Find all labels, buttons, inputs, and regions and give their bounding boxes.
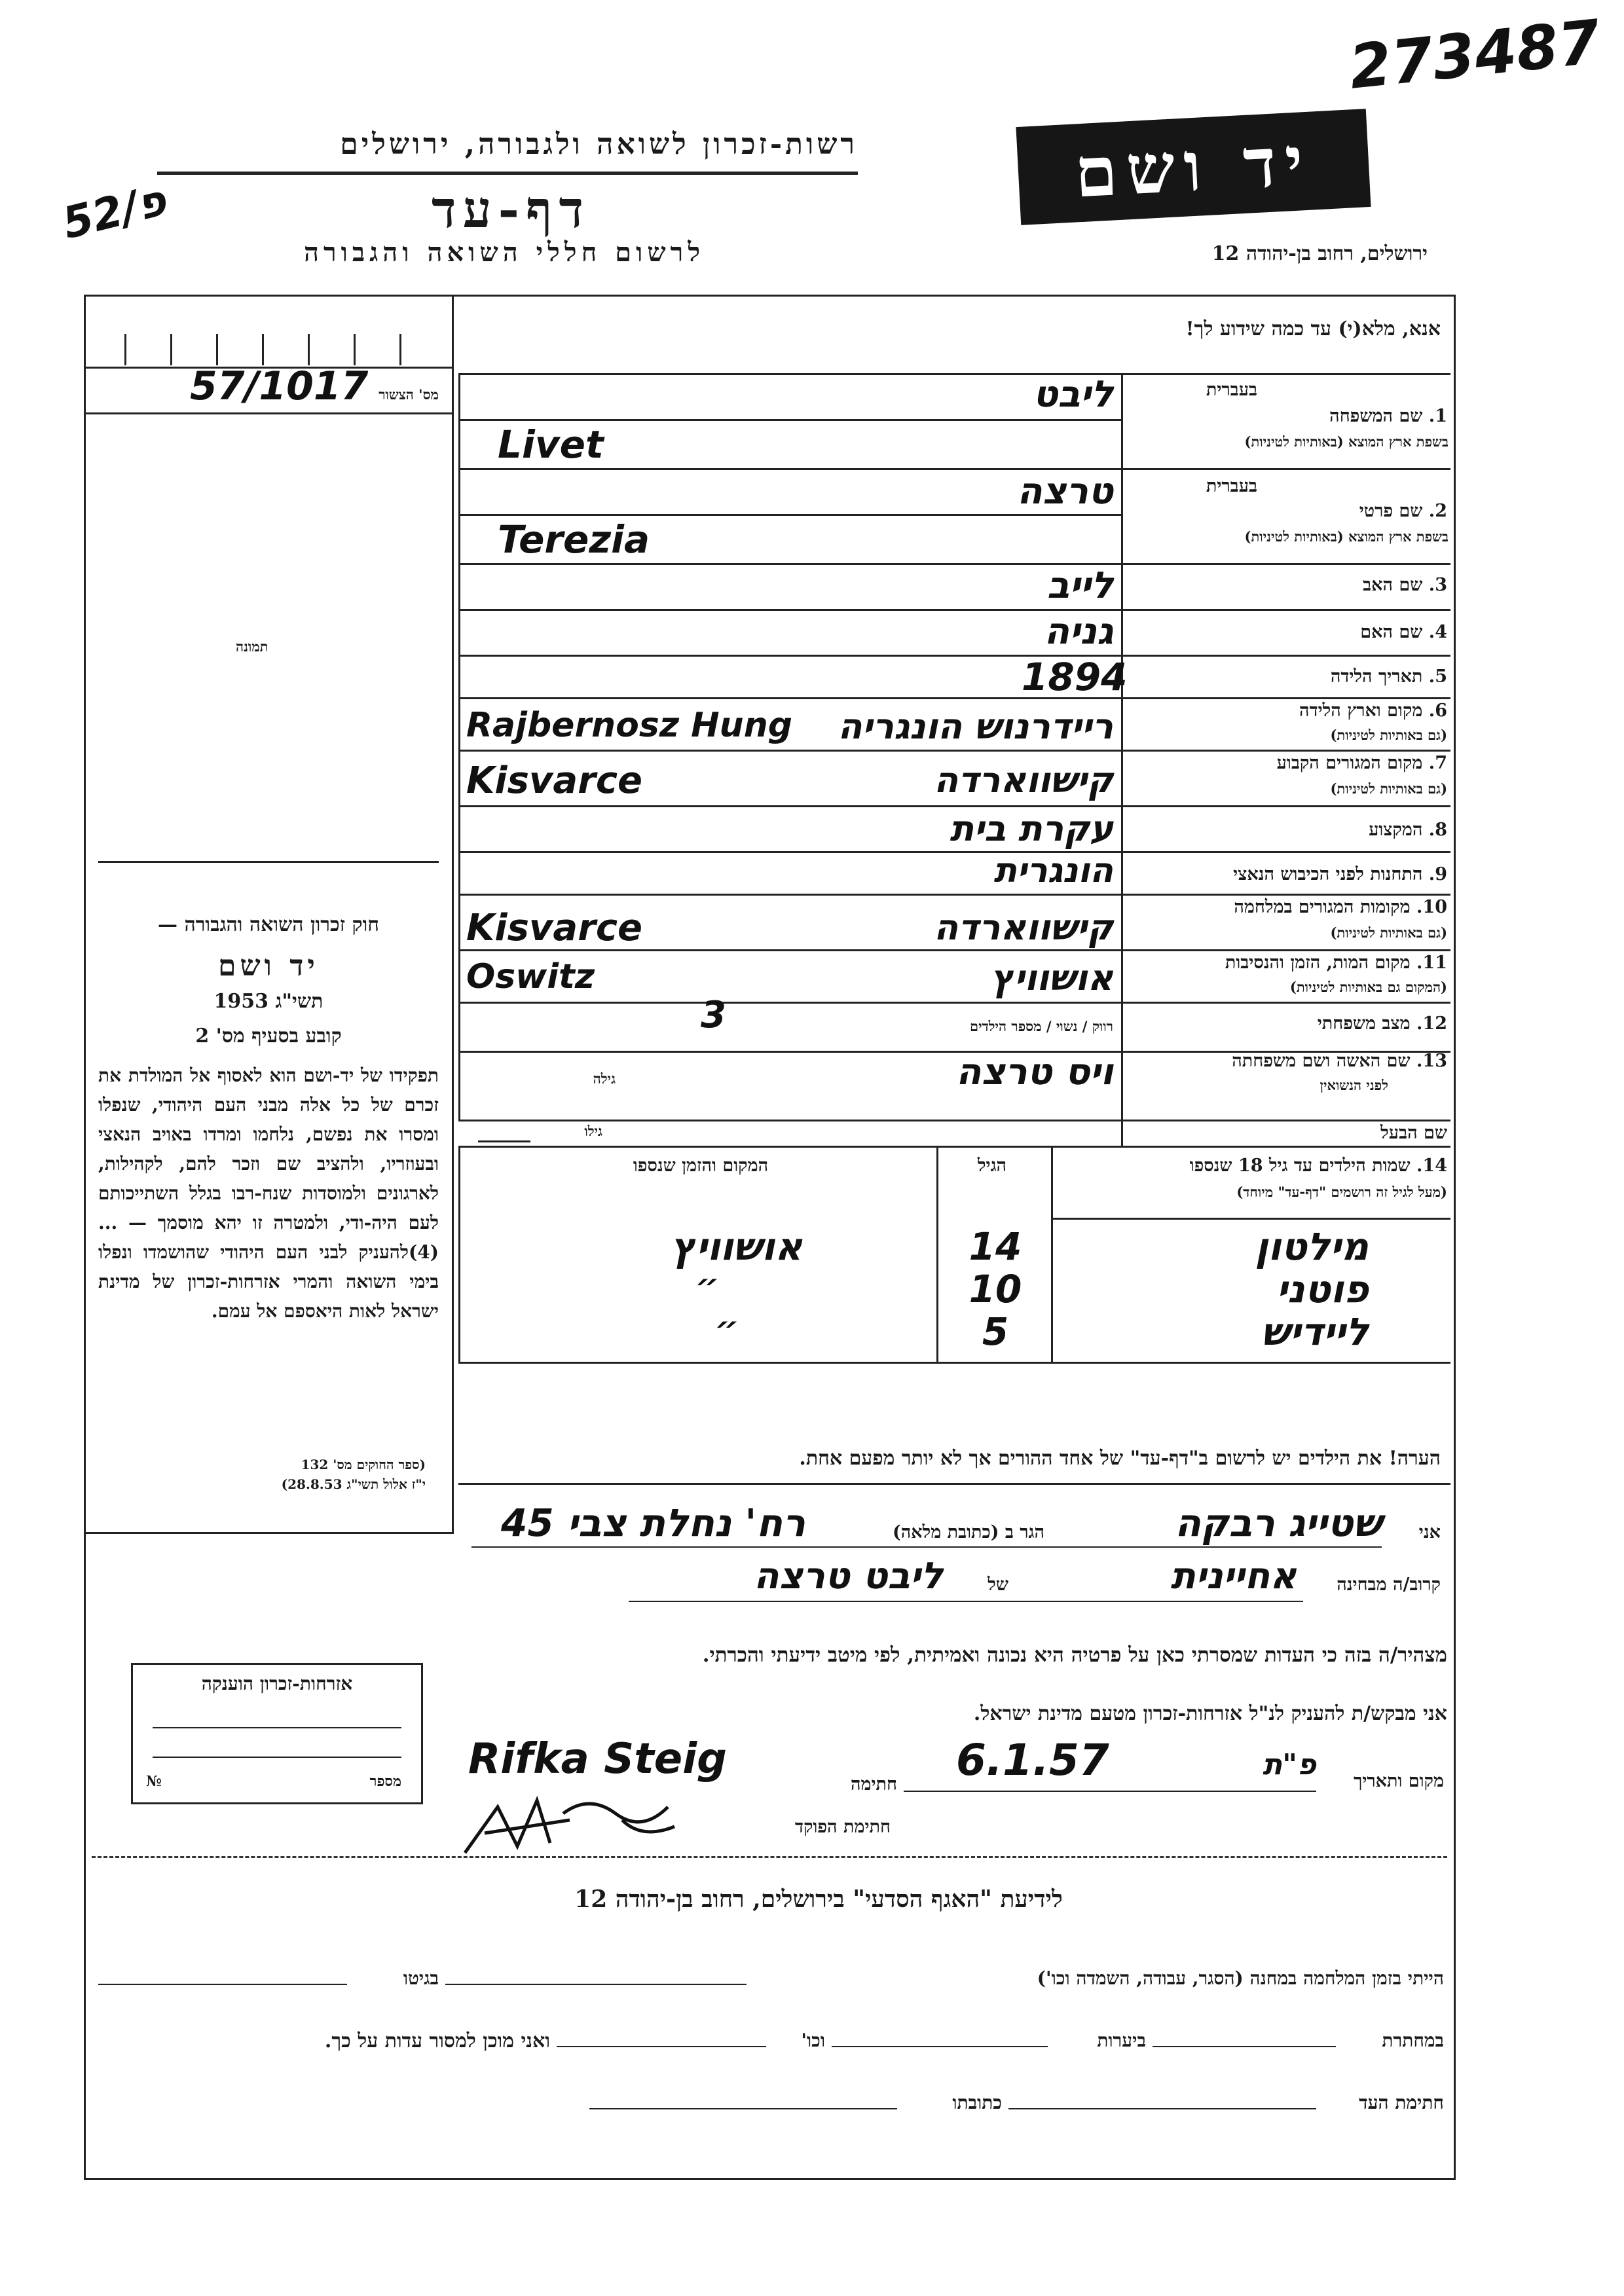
field-13-value: ויס טרצה	[955, 1051, 1113, 1093]
of-label: של	[987, 1575, 1008, 1595]
children-col-place: המקום והזמן שנספו	[633, 1156, 769, 1176]
value-column-left	[458, 373, 460, 1120]
citizenship-line	[153, 1757, 401, 1758]
citizenship-request: אני מבקש/ת להעניק לנ"ל אזרחות-זכרון מטעם מדינת ישראל.	[973, 1702, 1447, 1725]
children-col-age: הגיל	[977, 1156, 1007, 1176]
husband-age-line	[478, 1140, 530, 1142]
footer-witness-signature: חתימת העד	[1359, 2092, 1444, 2113]
footer-blank	[1153, 2046, 1336, 2047]
footer-address: כתובתו	[952, 2092, 1002, 2113]
field-tag-hebrew: בעברית	[1206, 476, 1257, 496]
relation-value: אחיינית	[1170, 1555, 1297, 1597]
form-subtitle: לרשום חללי השואה והגבורה	[303, 237, 705, 268]
field-5-label: 5. תאריך הלידה	[1330, 666, 1447, 687]
archive-number: 273487	[1346, 7, 1604, 103]
registration-ticks	[92, 334, 445, 367]
footer-blank	[445, 1984, 747, 1985]
affirmation: מצהיר/ה בזה כי העדות שמסרתי כאן על פרטיה היא נכונה ואמיתית, לפי מיטב ידיעתי והכרתי.	[702, 1643, 1447, 1667]
field-12-value: 3	[701, 994, 726, 1036]
registration-rule-2	[85, 412, 452, 414]
law-box-top-rule	[98, 861, 439, 863]
place-date-label: מקום ותאריך	[1354, 1771, 1444, 1791]
field-11-sub: (המקום גם באותיות לטיניות)	[1289, 979, 1447, 995]
law-text: תפקידו של יד-ושם הוא לאסוף אל המולדת את זכרם של כל אלה מבני העם היהודי, שנפלו ומסרו את נפשם, נלחמו ומרדו באויב הנאצי ובעוזריו, ולהציב שם וזכר להם, לקהילות, לארגונים ולמוסדות שנח-רבו בגלל השתייכותם לעם היה-ודי, ולמטרה זו יהא מוסמך — ...(4)להעניק לבני העם היהודי שהושמדו ונפלו בימי השואה והמרי אזרחות-זכרון של מדינת ישראל לאות היאספם אל עמם.	[98, 1065, 439, 1322]
signature-label: חתימה	[850, 1774, 897, 1795]
footer-title: לידיעת "האגף הסדעי" בירושלים, רחוב בן-יהודה 12	[574, 1886, 1063, 1913]
declarant-name: שטייג רבקה	[1175, 1501, 1382, 1545]
registration-number: 57/1017	[190, 363, 369, 409]
field-11-value-hebrew: אושוויץ	[991, 957, 1113, 998]
field-4-value: גניה	[1044, 610, 1113, 653]
row-rule	[458, 894, 1450, 896]
field-13-sub: לפני הנשואין	[1320, 1077, 1388, 1093]
header-rule	[157, 172, 858, 175]
yad-vashem-logo	[1016, 109, 1371, 225]
row-rule	[458, 1002, 1450, 1004]
registration-label: מס' הצשור	[378, 386, 439, 403]
row-rule	[458, 1146, 1450, 1148]
footer-ghetto: בגיטו	[403, 1967, 439, 1989]
field-11-value-latin: Oswitz	[466, 957, 595, 996]
child-1-name: מילטון	[1255, 1224, 1369, 1269]
footer-line1: הייתי בזמן המלחמה במחנה (הסגר, עבודה, השמדה וכו')	[1037, 1967, 1444, 1989]
husband-age-label: גילו	[584, 1123, 602, 1139]
field-10-value-latin: Kisvarce	[466, 907, 643, 949]
field-2-label: 2. שם פרטי	[1359, 501, 1447, 521]
footer-etc: וכו'	[801, 2030, 825, 2051]
field-6-value-latin: Rajbernosz Hung	[466, 706, 792, 745]
row-rule	[458, 949, 1450, 951]
field-10-label: 10. מקומות המגורים במלחמה	[1234, 897, 1447, 917]
declarant-rule	[471, 1546, 1382, 1548]
field-6-value-hebrew: ריידרנוש הונגריה	[838, 706, 1113, 747]
declarant-address: רח' נחלת צבי 45	[501, 1501, 805, 1545]
children-bottom-rule	[458, 1362, 1450, 1364]
field-4-label: 4. שם האם	[1360, 622, 1447, 642]
declarant-signature: Rifka Steig	[468, 1735, 727, 1783]
citizenship-box-title: אזרחות-זכרון הוענקה	[201, 1673, 353, 1694]
org-line: רשות-זכרון לשואה ולגבורה, ירושלים	[340, 128, 858, 161]
footer-forests: ביערות	[1097, 2030, 1146, 2051]
footer-separator	[92, 1856, 1447, 1858]
field-13-label: 13. שם האשה ושם משפחתה	[1232, 1051, 1447, 1071]
row-rule	[458, 514, 1121, 516]
child-2-place: ״	[695, 1267, 720, 1306]
logo-text: יד ושם	[1073, 120, 1314, 213]
row-rule	[458, 750, 1450, 752]
declaration-ani: אני	[1418, 1522, 1441, 1542]
footer-blank	[1008, 2108, 1316, 2109]
child-3-age: 5	[982, 1309, 1009, 1354]
children-col-divider	[1051, 1146, 1053, 1362]
children-left-border	[458, 1146, 460, 1362]
child-2-name: פוטני	[1276, 1267, 1369, 1311]
wife-age-label: גילה	[593, 1070, 616, 1087]
row-rule	[458, 419, 1121, 421]
child-3-name: ליידיש	[1261, 1309, 1369, 1354]
field-6-sub: (גם באותיות לטיניות)	[1330, 727, 1447, 743]
field-8-label: 8. המקצוע	[1369, 820, 1447, 840]
child-1-place: אושוויץ	[671, 1224, 803, 1269]
field-tag-hebrew: בעברית	[1206, 380, 1257, 400]
instruction: אנא, מלא(י) עד כמה שידוע לך!	[1185, 318, 1441, 340]
relation-label: קרוב/ה מבחינה	[1337, 1575, 1441, 1595]
field-3-label: 3. שם האב	[1363, 575, 1447, 595]
law-box-bottom-rule	[84, 1532, 454, 1534]
address-line: ירושלים, רחוב בן-יהודה 12	[1211, 242, 1428, 265]
law-citation-date: י"ז אלול תשי"ג 28.8.53)	[281, 1476, 426, 1492]
law-year: תשי"ג 1953	[213, 990, 323, 1013]
photo-label: תמונה	[236, 638, 268, 655]
field-12-status-options: רווק / נשוי / מספר הילדים	[969, 1018, 1113, 1034]
officer-signature	[458, 1781, 707, 1866]
field-12-label: 12. מצב משפחתי	[1317, 1013, 1447, 1034]
field-1-label: 1. שם המשפחה	[1329, 406, 1447, 426]
child-2-age: 10	[969, 1267, 1022, 1311]
label-column-divider	[1121, 373, 1123, 1146]
footer-blank	[589, 2108, 897, 2109]
field-2-value-hebrew: טרצה	[1017, 470, 1113, 513]
field-9-label: 9. התחנות לפני הכיבוש הנאצי	[1233, 864, 1447, 884]
field-2-value-latin: Terezia	[498, 517, 650, 562]
citizenship-number-mark: №	[146, 1773, 162, 1790]
field-10-value-hebrew: קישווארדה	[934, 907, 1113, 948]
footer-blank	[98, 1984, 347, 1985]
field-6-label: 6. מקום וארץ הלידה	[1299, 701, 1447, 721]
citizenship-line	[153, 1727, 401, 1728]
margin-note: פ/52	[58, 174, 172, 249]
field-2-sub: בשפת ארץ המוצא (באותיות לטיניות)	[1244, 528, 1449, 545]
law-clause: קובע בסעיף מס' 2	[195, 1025, 342, 1048]
field-3-value: לייב	[1046, 564, 1113, 607]
field-7-value-hebrew: קישווארדה	[934, 759, 1113, 801]
place-date: 6.1.57	[956, 1735, 1109, 1785]
footer-underground: במחתרת	[1382, 2030, 1444, 2051]
field-5-value: 1894	[1022, 655, 1128, 699]
row-rule	[458, 655, 1450, 657]
place-date-rule	[904, 1791, 1316, 1792]
children-note: הערה! את הילדים יש לרשום ב"דף-עד" של אחד ההורים אך לא יותר מפעם אחת.	[799, 1447, 1441, 1470]
relation-rule	[629, 1601, 1303, 1602]
child-1-age: 14	[969, 1224, 1022, 1269]
side-column-divider	[452, 295, 454, 1532]
law-name: יד ושם	[218, 949, 319, 983]
field-9-value: הונגרית	[993, 851, 1113, 890]
residing-label: הגר ב (כתובת מלאה)	[892, 1522, 1044, 1542]
children-header-rule	[1051, 1218, 1450, 1220]
field-7-label: 7. מקום המגורים הקבוע	[1276, 753, 1447, 773]
citizenship-box	[131, 1663, 423, 1804]
footer-blank	[832, 2046, 1048, 2047]
law-title: חוק זכרון השואה והגבורה —	[158, 913, 379, 936]
husband-label: שם הבעל	[1380, 1123, 1447, 1143]
child-3-place: ״	[714, 1309, 739, 1349]
row-rule	[458, 1120, 1450, 1121]
field-1-value-latin: Livet	[498, 422, 604, 467]
row-rule	[458, 697, 1450, 699]
footer-blank	[557, 2046, 766, 2047]
field-11-label: 11. מקום המות, הזמן והנסיבות	[1225, 953, 1447, 973]
field-1-value-hebrew: ליבט	[1033, 373, 1113, 416]
row-rule	[458, 805, 1450, 807]
law-citation: (ספר החוקים מס' 132	[301, 1457, 426, 1472]
children-col-divider	[936, 1146, 938, 1362]
field-7-value-latin: Kisvarce	[466, 759, 643, 802]
form-title: דף-עד	[432, 180, 590, 240]
children-subheader: (מעל לגיל זה רושמים "דף-עד" מיוחד)	[1236, 1184, 1447, 1200]
field-7-sub: (גם באותיות לטיניות)	[1330, 780, 1447, 797]
field-8-value: עקרת בית	[950, 808, 1113, 849]
of-name: ליבט טרצה	[754, 1555, 943, 1597]
citizenship-number-label: מספר	[369, 1773, 401, 1790]
children-header: 14. שמות הילדים עד גיל 18 שנספו	[1189, 1156, 1447, 1176]
place-mark: פ"ת	[1263, 1748, 1316, 1781]
field-1-sub: בשפת ארץ המוצא (באותיות לטיניות)	[1244, 433, 1449, 450]
officer-label: חתימת הפוקד	[795, 1817, 891, 1837]
footer-ready: ואני מוכן למסור עדות על כך.	[324, 2030, 550, 2052]
field-10-sub: (גם באותיות לטיניות)	[1330, 924, 1447, 941]
note-rule	[458, 1483, 1450, 1485]
